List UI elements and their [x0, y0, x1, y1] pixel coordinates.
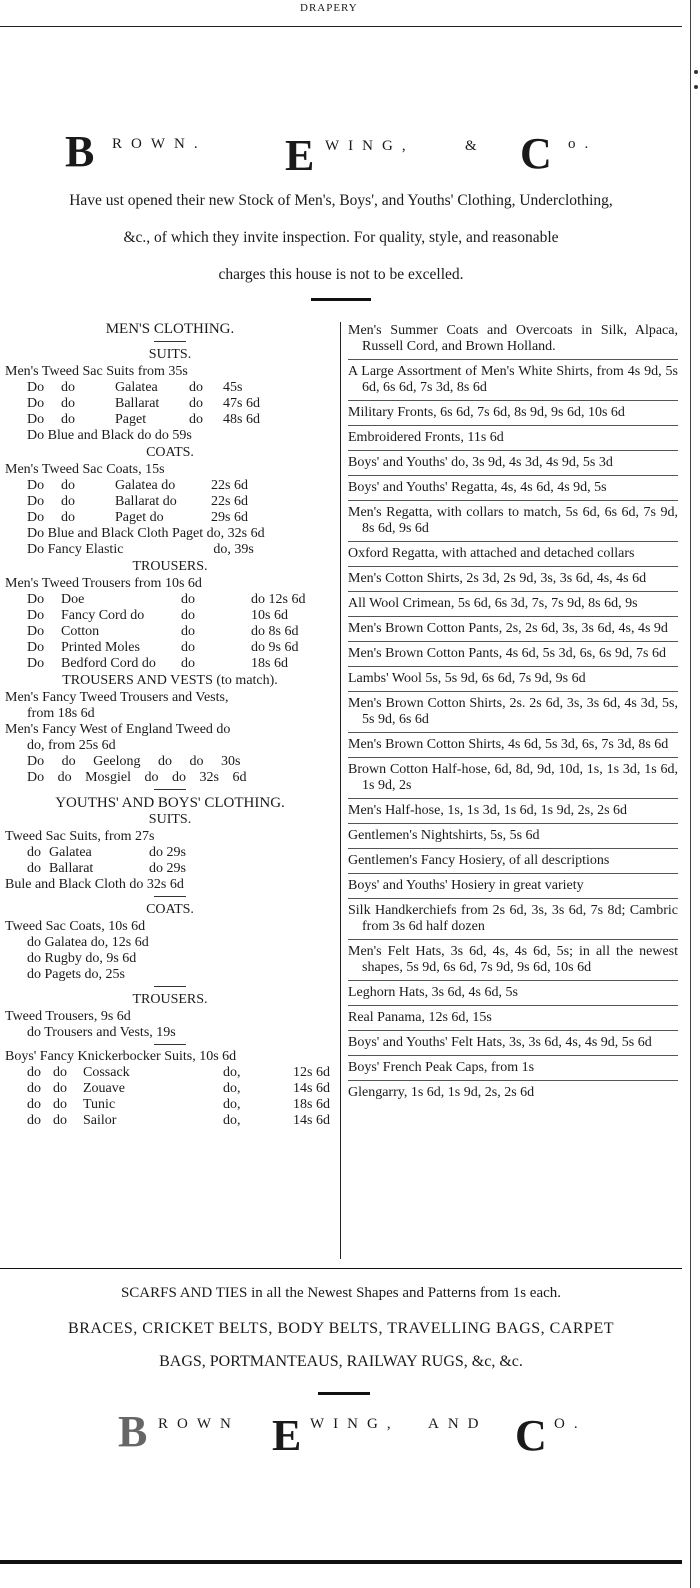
list-item: Boys' and Youths' Regatta, 4s, 4s 6d, 4s 9d, 5s: [348, 480, 678, 501]
list-item: [5, 478, 335, 494]
list-item: Gentlemen's Fancy Hosiery, of all descriptions: [348, 853, 678, 874]
cell: Cossack: [83, 1065, 130, 1080]
list-item: do, from 25s 6d: [27, 738, 116, 753]
suits-heading: SUITS.: [148, 347, 192, 362]
list-item: Tweed Sac Suits, from 27s: [5, 829, 155, 844]
cell: do: [189, 380, 203, 395]
list-item: Lambs' Wool 5s, 5s 9d, 6s 6d, 7s 9d, 9s 6d: [348, 671, 678, 692]
section-separator: [0, 1268, 682, 1269]
list-item: [5, 1081, 335, 1097]
edge-mark: [694, 85, 698, 89]
cell: do,: [223, 1097, 241, 1112]
cell: do: [181, 608, 195, 623]
list-item: [5, 396, 335, 412]
cell: do: [61, 380, 75, 395]
list-item: Bule and Black Cloth do 32s 6d: [5, 877, 184, 892]
cell: do 29s: [149, 861, 186, 876]
list-item: from 18s 6d: [27, 706, 95, 721]
list-item: A Large Assortment of Men's White Shirts, from 4s 9d, 5s 6d, 6s 6d, 7s 3d, 8s 6d: [348, 364, 678, 401]
cell: do: [53, 1065, 67, 1080]
yb-coats-heading: COATS.: [146, 902, 194, 917]
cell: Ballarat: [115, 396, 160, 411]
cell: do, 39s: [213, 542, 254, 557]
trousers-heading: TROUSERS.: [132, 559, 208, 574]
cell: do 9s 6d: [251, 640, 299, 655]
cell: 48s 6d: [223, 412, 260, 427]
list-item: [5, 640, 335, 656]
trousers-vests-heading: [5, 673, 335, 689]
cell: do: [53, 1081, 67, 1096]
list-item: Boys' and Youths' do, 3s 9d, 4s 3d, 4s 9d, 5s 3d: [348, 455, 678, 476]
cell: 12s 6d: [293, 1065, 330, 1080]
firm-word-co: o.: [568, 136, 598, 152]
cell: Tunic: [83, 1097, 116, 1112]
list-item: [5, 861, 335, 877]
cell: do: [61, 510, 75, 525]
list-item: Men's Fancy West of England Tweed do: [5, 722, 231, 737]
list-item: Tweed Sac Coats, 10s 6d: [5, 919, 146, 934]
cell: 45s: [223, 380, 243, 395]
section-separator: [318, 1392, 370, 1395]
firm-word-ewing: WING,: [325, 138, 415, 154]
intro-paragraph: [0, 182, 682, 293]
firm-name-top: [0, 127, 682, 180]
cell: do: [27, 861, 41, 876]
list-item: do Trousers and Vests, 19s: [27, 1025, 176, 1040]
heading-note: (to match).: [216, 673, 278, 688]
cell: Do: [27, 510, 45, 525]
list-item: [5, 380, 335, 396]
top-rule: [0, 26, 682, 27]
cell: Bedford Cord do: [61, 656, 156, 671]
cell: do 8s 6d: [251, 624, 299, 639]
cell: do: [27, 1113, 41, 1128]
cell: Printed Moles: [61, 640, 140, 655]
coats-heading: COATS.: [146, 445, 194, 460]
cell: do: [181, 656, 195, 671]
cell: do: [61, 494, 75, 509]
firm-word-brown: ROWN: [158, 1416, 240, 1432]
list-item: do Galatea do, 12s 6d: [27, 935, 149, 950]
footer-bags: BAGS, PORTMANTEAUS, RAILWAY RUGS, &c, &c.: [159, 1353, 523, 1370]
firm-word-brown: ROWN.: [112, 136, 207, 152]
cell: 18s 6d: [293, 1097, 330, 1112]
cell: 18s 6d: [251, 656, 288, 671]
right-column: [348, 323, 678, 1109]
list-item: Men's Brown Cotton Shirts, 2s. 2s 6d, 3s, 3s 6d, 4s 3d, 5s, 5s 9d, 6s 6d: [348, 696, 678, 733]
list-item: Men's Tweed Sac Coats, 15s: [5, 462, 165, 477]
list-item: Men's Tweed Sac Suits from 35s: [5, 364, 188, 379]
dash-rule: [5, 983, 335, 991]
cell: do: [181, 640, 195, 655]
cell: do,: [223, 1113, 241, 1128]
cell: 22s 6d: [211, 478, 248, 493]
list-item: Men's Fancy Tweed Trousers and Vests,: [5, 690, 229, 705]
list-item: [5, 412, 335, 428]
list-item: All Wool Crimean, 5s 6d, 6s 3d, 7s, 7s 9d, 8s 6d, 9s: [348, 596, 678, 617]
list-item: [5, 1065, 335, 1081]
cell: Do Fancy Elastic: [27, 542, 124, 557]
list-item: Do Blue and Black do do 59s: [27, 428, 192, 443]
cell: do: [181, 592, 195, 607]
list-item: [5, 494, 335, 510]
cell: Galatea: [49, 845, 92, 860]
cell: do: [53, 1113, 67, 1128]
firm-initial-b: B: [118, 1407, 148, 1456]
list-item: Boys' Fancy Knickerbocker Suits, 10s 6d: [5, 1049, 237, 1064]
list-item: [5, 845, 335, 861]
cell: Paget: [115, 412, 147, 427]
cell: Do: [27, 592, 45, 607]
list-item: [5, 624, 335, 640]
list-item: Embroidered Fronts, 11s 6d: [348, 430, 678, 451]
list-item: Military Fronts, 6s 6d, 7s 6d, 8s 9d, 9s 6d, 10s 6d: [348, 405, 678, 426]
list-item: Do do Geelong do do 30s: [27, 754, 241, 769]
edge-mark: [694, 70, 698, 74]
cell: 10s 6d: [251, 608, 288, 623]
firm-initial-e: E: [285, 131, 315, 180]
cell: Ballarat do: [115, 494, 177, 509]
cell: Sailor: [83, 1113, 117, 1128]
cell: do: [181, 624, 195, 639]
intro-line: &c., of which they invite inspection. For quality, style, and reasonable: [123, 229, 559, 246]
cell: do: [61, 412, 75, 427]
list-item: Men's Regatta, with collars to match, 5s 6d, 6s 6d, 7s 9d, 8s 6d, 9s 6d: [348, 505, 678, 542]
cell: Do: [27, 396, 45, 411]
list-item: [5, 608, 335, 624]
list-item: Men's Summer Coats and Overcoats in Silk, Alpaca, Russell Cord, and Brown Holland.: [348, 323, 678, 360]
list-item: [5, 1097, 335, 1113]
footer-scarfs: SCARFS AND TIES in all the Newest Shapes and Patterns from 1s each.: [120, 1285, 562, 1301]
list-item: Oxford Regatta, with attached and detached collars: [348, 546, 678, 567]
list-item: Glengarry, 1s 6d, 1s 9d, 2s, 2s 6d: [348, 1085, 535, 1100]
firm-word-and: AND: [428, 1416, 488, 1432]
cell: Do: [27, 494, 45, 509]
list-item: Real Panama, 12s 6d, 15s: [348, 1010, 678, 1031]
cell: do: [27, 1065, 41, 1080]
section-header: DRAPERY: [300, 2, 358, 14]
list-item: Men's Half-hose, 1s, 1s 3d, 1s 6d, 1s 9d, 2s, 2s 6d: [348, 803, 678, 824]
firm-word-co: O.: [554, 1416, 587, 1432]
list-item: Do do Mosgiel do do 32s 6d: [27, 770, 247, 785]
list-item: Brown Cotton Half-hose, 6d, 8d, 9d, 10d, 1s, 1s 3d, 1s 6d, 1s 9d, 2s: [348, 762, 678, 799]
left-column: [5, 320, 335, 1129]
dash-rule: [5, 1041, 335, 1049]
dash-rule: [5, 786, 335, 794]
cell: 47s 6d: [223, 396, 260, 411]
cell: Paget do: [115, 510, 164, 525]
cell: Do: [27, 608, 45, 623]
bottom-rule: [0, 1560, 682, 1564]
cell: do,: [223, 1065, 241, 1080]
cell: 14s 6d: [293, 1113, 330, 1128]
list-item: Do Blue and Black Cloth Paget do, 32s 6d: [27, 526, 265, 541]
list-item: Men's Brown Cotton Pants, 2s, 2s 6d, 3s, 3s 6d, 4s, 4s 9d: [348, 621, 678, 642]
list-item: Men's Brown Cotton Shirts, 4s 6d, 5s 3d, 6s, 7s 3d, 8s 6d: [348, 737, 678, 758]
list-item: [5, 1113, 335, 1129]
list-item: [5, 510, 335, 526]
cell: Cotton: [61, 624, 100, 639]
list-item: [5, 656, 335, 672]
ampersand: &: [465, 138, 477, 154]
footer-braces: BRACES, CRICKET BELTS, BODY BELTS, TRAVELLING BAGS, CARPET: [68, 1320, 614, 1337]
intro-line: charges this house is not to be excelled.: [218, 266, 464, 283]
yb-suits-heading: SUITS.: [148, 812, 192, 827]
yb-trousers-heading: TROUSERS.: [132, 992, 208, 1007]
firm-initial-b: B: [65, 127, 95, 176]
heading-text: TROUSERS AND VESTS: [62, 673, 213, 688]
cell: Ballarat: [49, 861, 94, 876]
cell: 14s 6d: [293, 1081, 330, 1096]
firm-initial-c: C: [515, 1411, 547, 1460]
list-item: Men's Tweed Trousers from 10s 6d: [5, 576, 202, 591]
cell: do: [27, 1097, 41, 1112]
cell: do,: [223, 1081, 241, 1096]
cell: do 29s: [149, 845, 186, 860]
cell: Galatea: [115, 380, 158, 395]
list-item: Boys' and Youths' Hosiery in great variety: [348, 878, 678, 899]
list-item: [5, 592, 335, 608]
cell: Zouave: [83, 1081, 125, 1096]
list-item: Silk Handkerchiefs from 2s 6d, 3s, 3s 6d, 7s 8d; Cambric from 3s 6d half dozen: [348, 903, 678, 940]
youths-boys-heading: YOUTHS' AND BOYS' CLOTHING.: [55, 795, 285, 811]
list-item: Leghorn Hats, 3s 6d, 4s 6d, 5s: [348, 985, 678, 1006]
list-item: do Pagets do, 25s: [27, 967, 125, 982]
list-item: Tweed Trousers, 9s 6d: [5, 1009, 131, 1024]
list-item: do Rugby do, 9s 6d: [27, 951, 137, 966]
page-edge-rule: [690, 0, 691, 1588]
cell: Fancy Cord do: [61, 608, 145, 623]
list-item: Boys' and Youths' Felt Hats, 3s, 3s 6d, 4s, 4s 9d, 5s 6d: [348, 1035, 678, 1056]
list-item: [5, 542, 335, 558]
cell: 29s 6d: [211, 510, 248, 525]
cell: Doe: [61, 592, 85, 607]
list-item: Boys' French Peak Caps, from 1s: [348, 1060, 678, 1081]
list-item: Gentlemen's Nightshirts, 5s, 5s 6d: [348, 828, 678, 849]
cell: Galatea do: [115, 478, 176, 493]
cell: do: [189, 412, 203, 427]
cell: do: [61, 396, 75, 411]
cell: do: [27, 1081, 41, 1096]
cell: Do: [27, 478, 45, 493]
cell: do 12s 6d: [251, 592, 306, 607]
intro-line: Have ust opened their new Stock of Men's, Boys', and Youths' Clothing, Underclothing,: [69, 192, 613, 209]
list-item: Men's Cotton Shirts, 2s 3d, 2s 9d, 3s, 3s 6d, 4s, 4s 6d: [348, 571, 678, 592]
cell: do: [189, 396, 203, 411]
cell: 22s 6d: [211, 494, 248, 509]
dash-rule: [5, 893, 335, 901]
cell: do: [27, 845, 41, 860]
cell: Do: [27, 640, 45, 655]
section-separator: [311, 298, 371, 301]
cell: do: [61, 478, 75, 493]
list-item: Men's Felt Hats, 3s 6d, 4s, 4s 6d, 5s; in all the newest shapes, 5s 9d, 6s 6d, 7s 9d, 9s 6d, 10s 6d: [348, 944, 678, 981]
firm-initial-e: E: [272, 1411, 302, 1460]
cell: Do: [27, 656, 45, 671]
dash-rule: [5, 338, 335, 346]
cell: Do: [27, 624, 45, 639]
list-item: Men's Brown Cotton Pants, 4s 6d, 5s 3d, 6s, 6s 9d, 7s 6d: [348, 646, 678, 667]
cell: Do: [27, 412, 45, 427]
cell: do: [53, 1097, 67, 1112]
cell: Do: [27, 380, 45, 395]
firm-initial-c: C: [520, 129, 552, 178]
firm-name-bottom: [0, 1407, 682, 1460]
mens-clothing-heading: MEN'S CLOTHING.: [105, 321, 235, 337]
firm-word-ewing: WING,: [310, 1416, 400, 1432]
